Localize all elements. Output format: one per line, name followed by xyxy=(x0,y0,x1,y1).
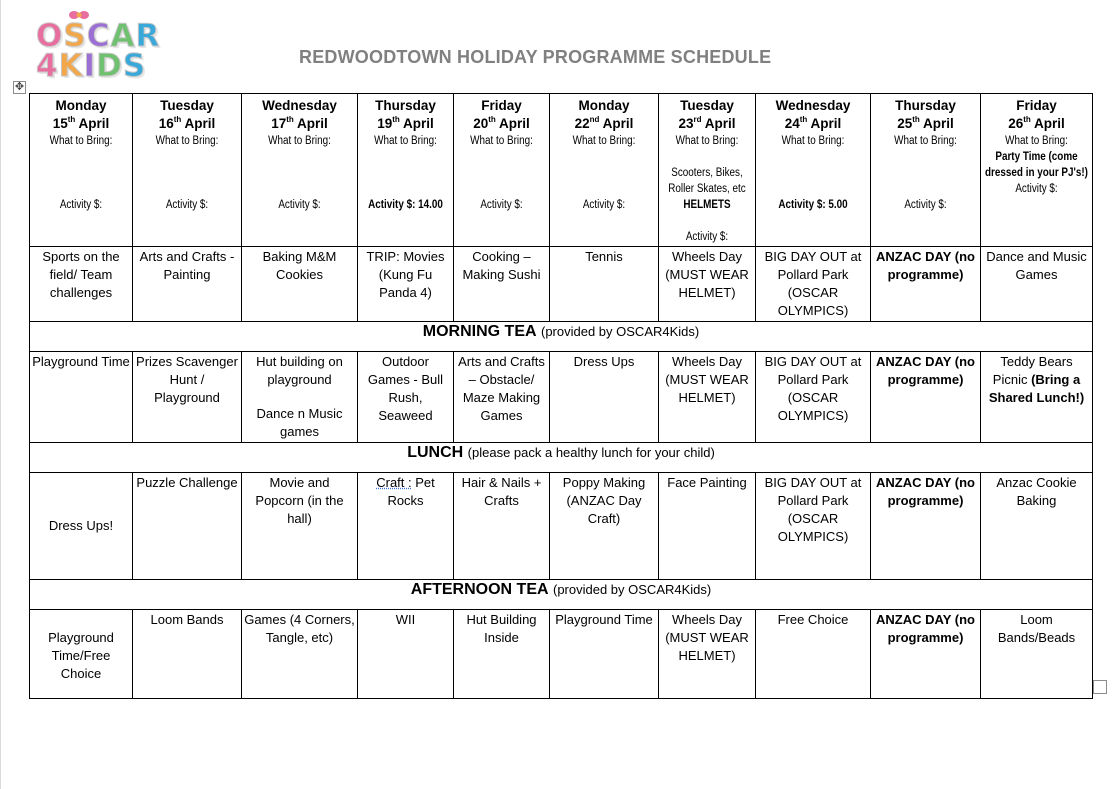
activity-text: Tennis xyxy=(585,249,623,264)
date-month: April xyxy=(1030,116,1065,131)
what-to-bring-label: What to Bring: xyxy=(894,135,957,147)
schedule-table xyxy=(29,93,1093,699)
morning-tea-note: (provided by OSCAR4Kids) xyxy=(541,324,700,339)
bring-item-bold: Party Time (come dressed in your PJ's!) xyxy=(985,151,1088,179)
day-header-cell xyxy=(756,94,871,247)
activity-cost: Activity $: xyxy=(685,231,729,243)
page-title: REDWOODTOWN HOLIDAY PROGRAMME SCHEDULE xyxy=(299,47,772,67)
activity-cost: Activity $: xyxy=(904,199,947,211)
day-name: Wednesday xyxy=(775,98,851,113)
spacer xyxy=(32,165,130,181)
session-2-cell xyxy=(358,352,454,443)
activity-text: Face Painting xyxy=(667,475,747,490)
day-name: Monday xyxy=(578,98,630,113)
date-month: April xyxy=(293,116,328,131)
spacer xyxy=(360,165,451,181)
spacer xyxy=(758,149,868,165)
session-1-cell xyxy=(242,247,358,322)
spacer xyxy=(244,149,355,165)
session-4-row xyxy=(30,610,1093,699)
session-3-cell xyxy=(30,473,133,580)
date-suffix: rd xyxy=(693,114,702,124)
day-header-cell xyxy=(550,94,659,247)
session-4-cell xyxy=(981,610,1093,699)
session-1-cell xyxy=(659,247,756,322)
activity-text: Wheels Day (MUST WEAR HELMET) xyxy=(665,249,749,300)
activity-text: Dress Ups xyxy=(573,354,635,369)
date-suffix: th xyxy=(1023,114,1031,124)
activity-text: Baking M&M Cookies xyxy=(262,249,337,282)
spacer xyxy=(873,149,978,165)
day-header-cell xyxy=(454,94,550,247)
logo-letter: K xyxy=(58,48,84,84)
date-suffix: th xyxy=(392,114,400,124)
session-3-cell xyxy=(550,473,659,580)
day-date xyxy=(758,115,868,133)
logo-line-2 xyxy=(36,48,147,84)
activity-cost: Activity $: xyxy=(278,199,321,211)
what-to-bring-label: What to Bring: xyxy=(1005,135,1068,147)
what-to-bring-label: What to Bring: xyxy=(49,135,113,147)
spacer xyxy=(135,165,239,181)
activity-text xyxy=(244,353,355,441)
session-2-cell xyxy=(454,352,550,443)
date-month: April xyxy=(599,116,634,131)
anzac-day-label: ANZAC DAY (no programme) xyxy=(876,475,975,508)
spacer xyxy=(873,181,978,197)
date-number: 25 xyxy=(897,116,913,131)
lunch-row xyxy=(30,443,1093,473)
day-header-cell xyxy=(659,94,756,247)
session-2-row xyxy=(30,352,1093,443)
header-row xyxy=(30,94,1093,247)
activity-text: BIG DAY OUT at Pollard Park (OSCAR OLYMPICS) xyxy=(764,249,862,318)
activity-line: Dance n Music games xyxy=(256,406,343,439)
date-month: April xyxy=(919,116,954,131)
what-to-bring-label: What to Bring: xyxy=(268,135,331,147)
day-header-cell xyxy=(30,94,133,247)
day-name: Tuesday xyxy=(160,98,214,113)
what-to-bring-label: What to Bring: xyxy=(572,135,636,147)
spacer xyxy=(244,165,355,181)
session-4-cell xyxy=(550,610,659,699)
activity-text: TRIP: Movies (Kung Fu Panda 4) xyxy=(366,249,445,300)
lunch-title: LUNCH xyxy=(407,444,464,461)
afternoon-tea-title: AFTERNOON TEA xyxy=(410,581,549,598)
day-name: Wednesday xyxy=(262,98,337,113)
table-move-handle[interactable]: ✥ xyxy=(14,81,25,93)
activity-text: Dance and Music Games xyxy=(986,249,1087,282)
date-suffix: nd xyxy=(589,114,600,124)
session-1-cell xyxy=(550,247,659,322)
session-2-cell xyxy=(30,352,133,443)
logo-letter: R xyxy=(135,18,161,54)
activity-cost: Activity $: xyxy=(582,199,626,211)
bring-item: Roller Skates, etc xyxy=(668,183,746,195)
what-to-bring-label: What to Bring: xyxy=(374,135,437,147)
date-number: 24 xyxy=(784,116,800,131)
activity-line: Hut building on playground xyxy=(256,354,343,387)
logo-letter: O xyxy=(36,18,64,54)
spacer xyxy=(661,213,753,229)
day-date xyxy=(135,115,239,133)
day-name: Friday xyxy=(481,98,522,113)
date-number: 26 xyxy=(1008,116,1024,131)
activity-cost: Activity $: xyxy=(59,199,103,211)
logo-letter: S xyxy=(122,48,147,84)
activity-line: Pet Rocks xyxy=(387,475,435,508)
spacer xyxy=(552,165,656,181)
activity-text: Loom Bands/Beads xyxy=(997,612,1076,645)
bring-item: Scooters, Bikes, xyxy=(671,167,743,179)
activity-cost: Activity $: 5.00 xyxy=(778,199,848,211)
activity-cost: Activity $: xyxy=(165,199,209,211)
date-suffix: th xyxy=(799,114,808,124)
session-1-cell xyxy=(871,247,981,322)
session-4-cell xyxy=(133,610,242,699)
day-date xyxy=(32,115,130,133)
session-1-cell xyxy=(454,247,550,322)
activity-text: Outdoor Games - Bull Rush, Seaweed xyxy=(367,354,444,423)
date-month: April xyxy=(181,116,216,131)
day-header-cell xyxy=(358,94,454,247)
spacer xyxy=(758,165,868,181)
day-name: Tuesday xyxy=(680,98,734,113)
day-date xyxy=(552,115,656,133)
lunch-cell xyxy=(30,443,1093,473)
spacer xyxy=(552,181,656,197)
date-suffix: th xyxy=(912,114,920,124)
morning-tea-cell xyxy=(30,322,1093,352)
spacer xyxy=(456,165,547,181)
session-3-cell xyxy=(659,473,756,580)
session-4-cell xyxy=(756,610,871,699)
session-4-cell xyxy=(871,610,981,699)
day-name: Monday xyxy=(55,98,107,113)
activity-text: Free Choice xyxy=(777,612,849,627)
activity-text: Arts and Crafts – Obstacle/ Maze Making Games xyxy=(458,354,545,423)
lunch-note: (please pack a healthy lunch for your child) xyxy=(467,445,715,460)
anzac-day-label: ANZAC DAY (no programme) xyxy=(876,354,975,387)
activity-text: BIG DAY OUT at Pollard Park (OSCAR OLYMPICS) xyxy=(764,475,862,544)
session-4-cell xyxy=(454,610,550,699)
activity-text xyxy=(873,248,978,284)
date-suffix: th xyxy=(488,114,496,124)
activity-text: Games (4 Corners, Tangle, etc) xyxy=(244,612,355,645)
session-1-cell xyxy=(358,247,454,322)
date-number: 20 xyxy=(473,116,489,131)
activity-cost: Activity $: 14.00 xyxy=(368,199,443,211)
date-number: 23 xyxy=(678,116,694,131)
day-date xyxy=(983,115,1090,133)
date-number: 16 xyxy=(158,116,174,131)
session-3-row xyxy=(30,473,1093,580)
shared-lunch-note: (Bring a Shared Lunch!) xyxy=(988,372,1085,405)
logo-letter: 4 xyxy=(36,48,59,84)
activity-text: Poppy Making (ANZAC Day Craft) xyxy=(562,475,646,526)
what-to-bring-label: What to Bring: xyxy=(155,135,219,147)
activity-text: Playground Time/Free Choice xyxy=(48,630,114,681)
spacer xyxy=(32,149,130,165)
oscar4kids-logo xyxy=(32,6,172,86)
session-3-cell xyxy=(242,473,358,580)
date-suffix: th xyxy=(67,114,76,124)
day-header-cell xyxy=(133,94,242,247)
activity-text: Playground Time xyxy=(555,612,653,627)
session-3-cell xyxy=(358,473,454,580)
session-3-cell xyxy=(756,473,871,580)
activity-text: Playground Time xyxy=(32,354,130,369)
activity-text: Movie and Popcorn (in the hall) xyxy=(255,475,344,526)
date-number: 19 xyxy=(377,116,393,131)
afternoon-tea-cell xyxy=(30,580,1093,610)
spacer xyxy=(135,181,239,197)
activity-text xyxy=(360,474,451,510)
logo-letter: I xyxy=(83,48,97,84)
session-4-cell xyxy=(659,610,756,699)
session-1-cell xyxy=(133,247,242,322)
activity-text: Cooking – Making Sushi xyxy=(462,249,541,282)
afternoon-tea-row xyxy=(30,580,1093,610)
activity-cost: Activity $: xyxy=(480,199,523,211)
table-resize-handle[interactable] xyxy=(1093,680,1107,694)
spacer xyxy=(244,389,355,405)
session-3-cell xyxy=(981,473,1093,580)
activity-text: Prizes Scavenger Hunt / Playground xyxy=(136,354,238,405)
session-4-cell xyxy=(30,610,133,699)
spacer xyxy=(360,149,451,165)
spacer xyxy=(456,149,547,165)
date-month: April xyxy=(75,116,110,131)
craft-word: Craft : xyxy=(376,475,412,490)
session-3-cell xyxy=(454,473,550,580)
day-name: Friday xyxy=(1016,98,1057,113)
activity-text: Wheels Day (MUST WEAR HELMET) xyxy=(665,354,749,405)
date-month: April xyxy=(495,116,530,131)
logo-letter: D xyxy=(96,48,123,84)
what-to-bring-label: What to Bring: xyxy=(781,135,845,147)
spacer xyxy=(873,165,978,181)
date-number: 17 xyxy=(271,116,287,131)
spacer xyxy=(758,181,868,197)
date-month: April xyxy=(399,116,434,131)
session-2-cell xyxy=(981,352,1093,443)
day-date xyxy=(360,115,451,133)
day-date xyxy=(244,115,355,133)
spacer xyxy=(661,149,753,165)
day-header-cell xyxy=(242,94,358,247)
day-header-cell xyxy=(871,94,981,247)
session-1-row xyxy=(30,247,1093,322)
day-name: Thursday xyxy=(895,98,956,113)
session-1-cell xyxy=(30,247,133,322)
session-4-cell xyxy=(358,610,454,699)
activity-text xyxy=(983,353,1090,407)
date-suffix: th xyxy=(173,114,182,124)
activity-text: Loom Bands xyxy=(150,612,224,627)
session-2-cell xyxy=(756,352,871,443)
activity-text: Hair & Nails + Crafts xyxy=(461,475,542,508)
activity-line: Teddy Bears Picnic xyxy=(992,354,1073,387)
activity-text xyxy=(873,474,978,510)
session-2-cell xyxy=(871,352,981,443)
session-2-cell xyxy=(242,352,358,443)
activity-text xyxy=(873,353,978,389)
date-number: 15 xyxy=(52,116,68,131)
date-month: April xyxy=(701,116,736,131)
session-4-cell xyxy=(242,610,358,699)
day-name: Thursday xyxy=(375,98,436,113)
what-to-bring-label: What to Bring: xyxy=(470,135,533,147)
day-date xyxy=(456,115,547,133)
logo-letter: C xyxy=(86,18,111,54)
day-date xyxy=(873,115,978,133)
activity-text xyxy=(873,611,978,647)
morning-tea-row xyxy=(30,322,1093,352)
what-to-bring-label: What to Bring: xyxy=(675,135,739,147)
session-2-cell xyxy=(659,352,756,443)
activity-text: Sports on the field/ Team challenges xyxy=(42,249,120,300)
spacer xyxy=(456,181,547,197)
morning-tea-title: MORNING TEA xyxy=(422,323,537,340)
session-3-cell xyxy=(871,473,981,580)
activity-cost: Activity $: xyxy=(1015,183,1058,195)
date-suffix: th xyxy=(286,114,294,124)
session-2-cell xyxy=(550,352,659,443)
session-1-cell xyxy=(981,247,1093,322)
activity-text: BIG DAY OUT at Pollard Park (OSCAR OLYMPICS) xyxy=(764,354,862,423)
spacer xyxy=(552,149,656,165)
session-2-cell xyxy=(133,352,242,443)
activity-text: Arts and Crafts - Painting xyxy=(139,249,235,282)
page-edge xyxy=(0,0,1,789)
activity-text: Hut Building Inside xyxy=(466,612,537,645)
logo-letter: S xyxy=(63,18,87,54)
logo-letter: A xyxy=(110,18,136,54)
session-1-cell xyxy=(756,247,871,322)
bring-item-bold: HELMETS xyxy=(683,199,731,211)
activity-text: Dress Ups! xyxy=(48,518,114,533)
date-month: April xyxy=(807,116,842,131)
spacer xyxy=(135,149,239,165)
activity-text: Anzac Cookie Baking xyxy=(996,475,1077,508)
day-date xyxy=(661,115,753,133)
activity-text: WII xyxy=(395,612,416,627)
spacer xyxy=(32,181,130,197)
activity-text: Puzzle Challenge xyxy=(136,475,238,490)
session-3-cell xyxy=(133,473,242,580)
spacer xyxy=(360,181,451,197)
anzac-day-label: ANZAC DAY (no programme) xyxy=(876,612,975,645)
date-number: 22 xyxy=(574,116,590,131)
day-header-cell xyxy=(981,94,1093,247)
spacer xyxy=(244,181,355,197)
afternoon-tea-note: (provided by OSCAR4Kids) xyxy=(553,582,712,597)
activity-text: Wheels Day (MUST WEAR HELMET) xyxy=(665,612,749,663)
anzac-day-label: ANZAC DAY (no programme) xyxy=(876,249,975,282)
